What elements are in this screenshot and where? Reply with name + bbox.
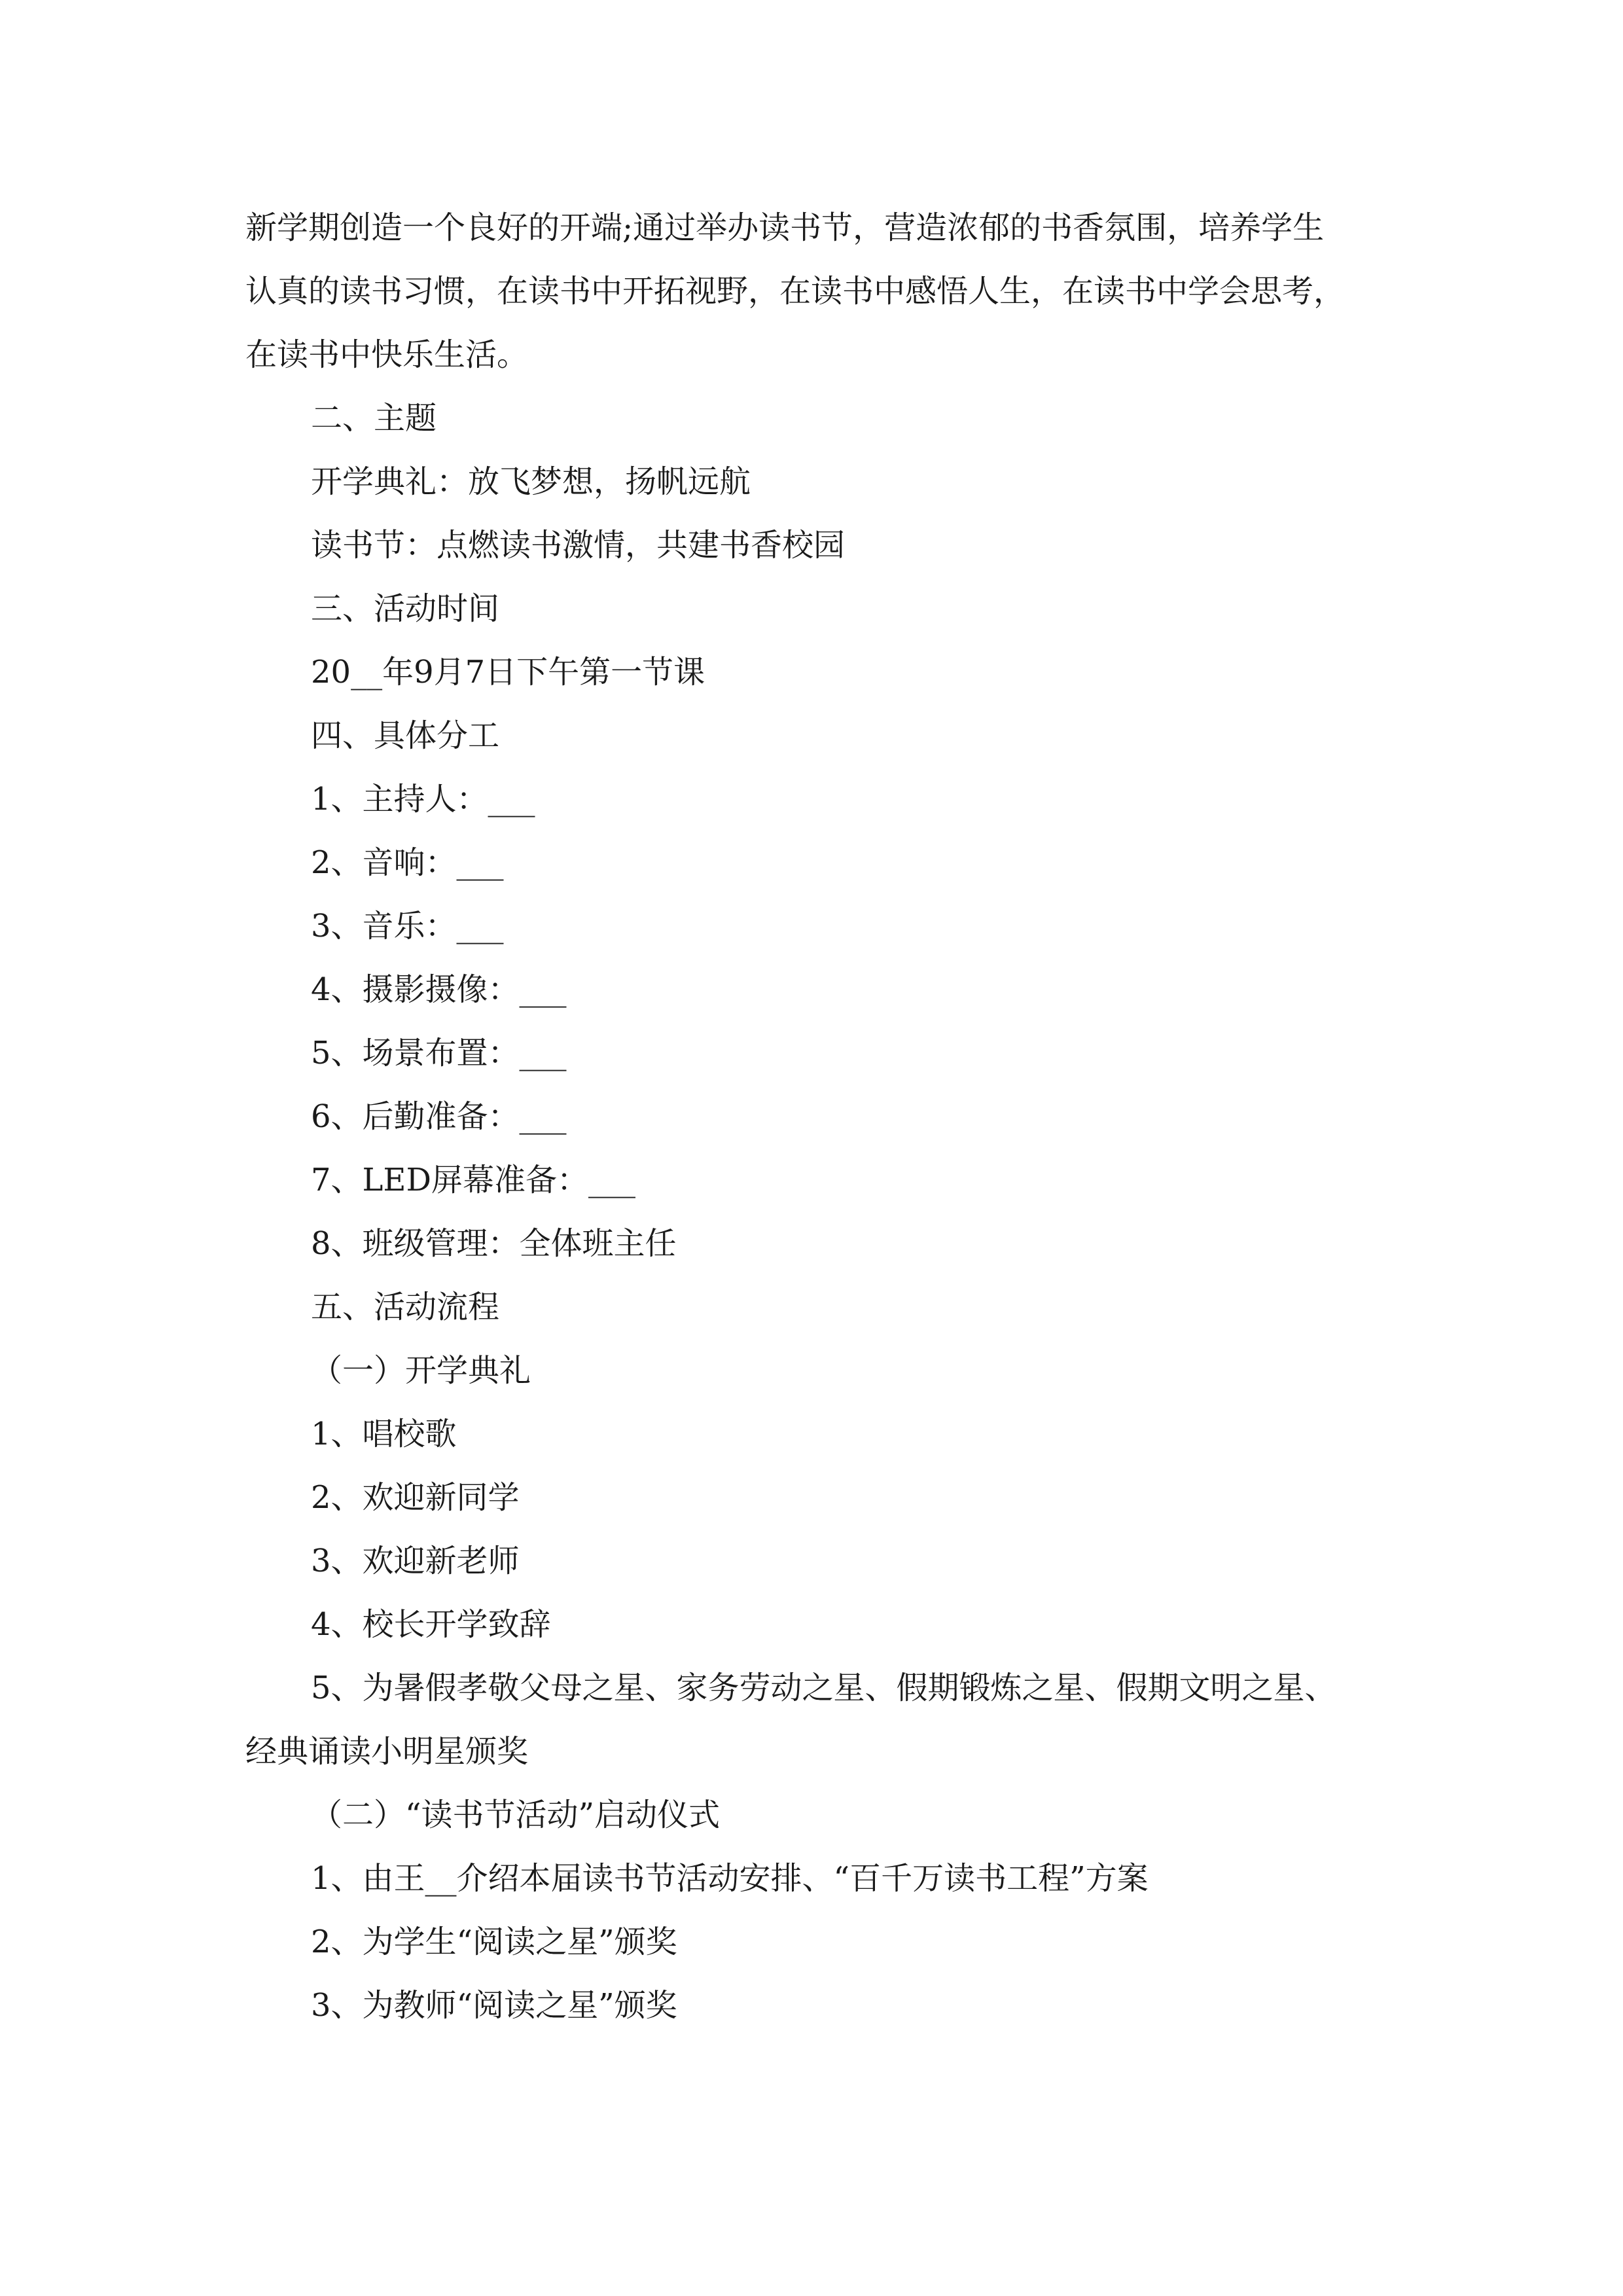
- division-item: 3、音乐：___: [311, 908, 504, 944]
- intro-line-1: 新学期创造一个良好的开端;通过举办读书节，营造浓郁的书香氛围，培养学生: [245, 209, 1325, 246]
- process-item-awards-line-1: 5、为暑假孝敬父母之星、家务劳动之星、假期锻炼之星、假期文明之星、: [311, 1670, 1336, 1706]
- subsection-heading-reading-festival-launch: （二）“读书节活动”启动仪式: [311, 1797, 721, 1833]
- process-item: 4、校长开学致辞: [311, 1606, 551, 1643]
- division-item: 4、摄影摄像：___: [311, 971, 567, 1008]
- intro-line-3: 在读书中快乐生活。: [245, 336, 529, 373]
- division-item: 6、后勤准备：___: [311, 1098, 567, 1135]
- section-heading-division: 四、具体分工: [311, 717, 500, 754]
- document-body: [245, 196, 1397, 2037]
- launch-item: 1、由王__介绍本届读书节活动安排、“百千万读书工程”方案: [311, 1860, 1149, 1897]
- section-heading-theme: 二、主题: [311, 400, 437, 437]
- theme-opening-ceremony: 开学典礼：放飞梦想，扬帆远航: [311, 463, 751, 500]
- activity-time: 20__年9月7日下午第一节课: [311, 654, 705, 691]
- process-item: 3、欢迎新老师: [311, 1543, 520, 1579]
- subsection-heading-opening-ceremony: （一）开学典礼: [311, 1352, 531, 1389]
- division-item: 5、场景布置：___: [311, 1035, 567, 1071]
- theme-reading-festival: 读书节：点燃读书激情，共建书香校园: [311, 527, 846, 564]
- launch-item: 3、为教师“阅读之星”颁奖: [311, 1987, 677, 2024]
- division-item: 1、主持人：___: [311, 781, 535, 817]
- process-item: 1、唱校歌: [311, 1416, 457, 1452]
- process-item: 2、欢迎新同学: [311, 1479, 520, 1516]
- section-heading-process: 五、活动流程: [311, 1289, 500, 1325]
- section-heading-time: 三、活动时间: [311, 590, 500, 627]
- division-item: 2、音响：___: [311, 844, 504, 881]
- division-item: 7、LED屏幕准备：___: [311, 1162, 635, 1198]
- launch-item: 2、为学生“阅读之星”颁奖: [311, 1924, 677, 1960]
- division-item: 8、班级管理：全体班主任: [311, 1225, 677, 1262]
- intro-line-2: 认真的读书习惯，在读书中开拓视野，在读书中感悟人生，在读书中学会思考，: [245, 273, 1346, 310]
- process-item-awards-line-2: 经典诵读小明星颁奖: [245, 1733, 529, 1770]
